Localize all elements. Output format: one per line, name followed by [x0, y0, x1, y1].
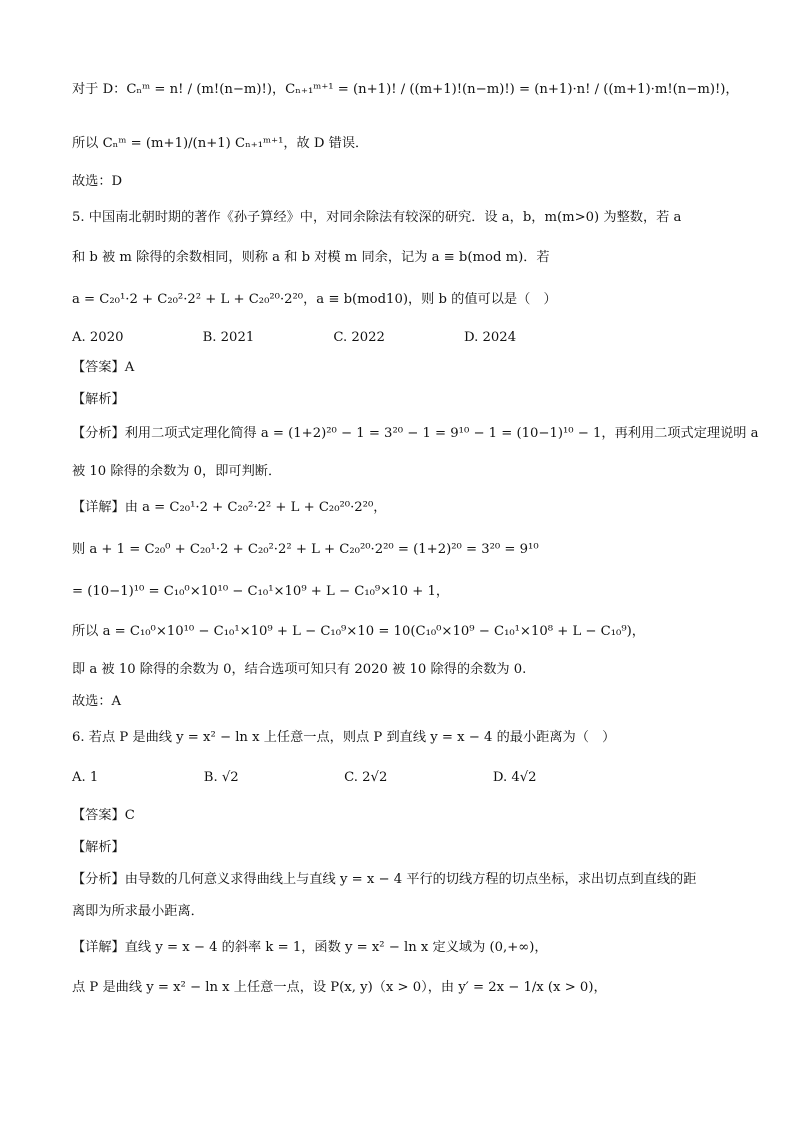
- line-25: 点 P 是曲线 y = x² − ln x 上任意一点，设 P(x, y)（x > 0），由 y′ = 2x − 1/x (x > 0)，: [72, 980, 607, 995]
- line-16: 即 a 被 10 除得的余数为 0，结合选项可知只有 2020 被 10 除得的余数为 0.: [72, 662, 527, 677]
- line-11: 被 10 除得的余数为 0，即可判断．: [72, 464, 282, 479]
- line-18: 6. 若点 P 是曲线 y = x² − ln x 上任意一点，则点 P 到直线 y = x − 4 的最小距离为（ ）: [72, 730, 616, 745]
- line-7: A. 2020 B. 2021 C. 2022 D. 2024: [72, 330, 517, 345]
- line-6: a = C₂₀¹·2 + C₂₀²·2² + L + C₂₀²⁰·2²⁰，a ≡ b(mod10)，则 b 的值可以是（ ）: [72, 292, 557, 307]
- line-20: 【答案】C: [72, 808, 135, 823]
- line-9: 【解析】: [72, 392, 125, 407]
- line-10: 【分析】利用二项式定理化简得 a = (1+2)²⁰ − 1 = 3²⁰ − 1 = 9¹⁰ − 1 = (10−1)¹⁰ − 1，再利用二项式定理说明 a: [72, 426, 759, 441]
- line-4: 5. 中国南北朝时期的著作《孙子算经》中，对同余除法有较深的研究．设 a，b，m(m>0) 为整数，若 a: [72, 210, 682, 225]
- line-14: = (10−1)¹⁰ = C₁₀⁰×10¹⁰ − C₁₀¹×10⁹ + L − C₁₀⁹×10 + 1，: [72, 584, 450, 599]
- line-23: 离即为所求最小距离．: [72, 904, 204, 919]
- line-24: 【详解】直线 y = x − 4 的斜率 k = 1，函数 y = x² − ln x 定义域为 (0,+∞)，: [72, 940, 548, 955]
- line-3: 故选：D: [72, 174, 123, 189]
- line-1: 对于 D：Cₙᵐ = n! / (m!(n−m)!)，Cₙ₊₁ᵐ⁺¹ = (n+1)! / ((m+1)!(n−m)!) = (n+1)·n! / ((m+1)·m!(n−m)!)，: [72, 82, 739, 97]
- line-22: 【分析】由导数的几何意义求得曲线上与直线 y = x − 4 平行的切线方程的切点坐标，求出切点到直线的距: [72, 872, 697, 887]
- line-5: 和 b 被 m 除得的余数相同，则称 a 和 b 对模 m 同余，记为 a ≡ b(mod m)．若: [72, 250, 550, 265]
- line-13: 则 a + 1 = C₂₀⁰ + C₂₀¹·2 + C₂₀²·2² + L + C₂₀²⁰·2²⁰ = (1+2)²⁰ = 3²⁰ = 9¹⁰: [72, 542, 539, 557]
- line-19: A. 1 B. √2 C. 2√2 D. 4√2: [72, 770, 537, 785]
- line-8: 【答案】A: [72, 360, 135, 375]
- line-17: 故选：A: [72, 694, 122, 709]
- line-12: 【详解】由 a = C₂₀¹·2 + C₂₀²·2² + L + C₂₀²⁰·2²⁰，: [72, 500, 387, 515]
- line-15: 所以 a = C₁₀⁰×10¹⁰ − C₁₀¹×10⁹ + L − C₁₀⁹×10 = 10(C₁₀⁰×10⁹ − C₁₀¹×10⁸ + L − C₁₀⁹)，: [72, 624, 645, 639]
- line-2: 所以 Cₙᵐ = (m+1)/(n+1) Cₙ₊₁ᵐ⁺¹，故 D 错误．: [72, 136, 369, 151]
- line-21: 【解析】: [72, 840, 125, 855]
